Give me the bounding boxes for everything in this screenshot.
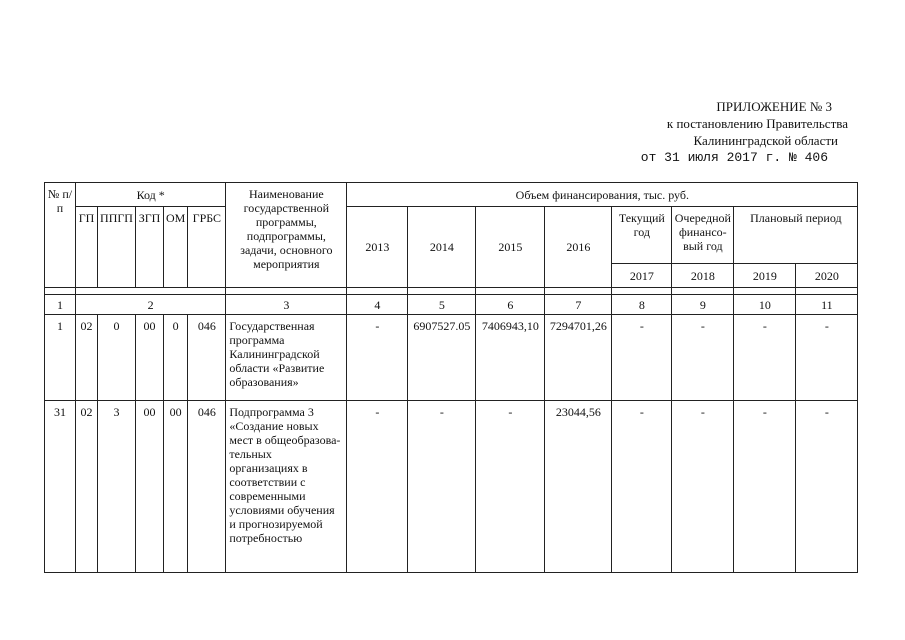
index-cell: 10 bbox=[734, 295, 796, 315]
index-cell: 4 bbox=[347, 295, 408, 315]
index-cell: 2 bbox=[76, 295, 226, 315]
header-code-zgp: ЗГП bbox=[136, 207, 164, 288]
row-value-2016: 23044,56 bbox=[545, 401, 612, 573]
index-cell: 3 bbox=[226, 295, 347, 315]
header-year-2019: 2019 bbox=[734, 264, 796, 288]
header-planned-period: Плановый период bbox=[734, 207, 858, 264]
row-code-om: 0 bbox=[164, 315, 188, 401]
index-cell: 8 bbox=[612, 295, 672, 315]
row-value-2018: - bbox=[672, 315, 734, 401]
header-finance: Объем финансирования, тыс. руб. bbox=[347, 183, 858, 207]
appendix-region-line: Калининградской области bbox=[693, 133, 838, 148]
appendix-title: ПРИЛОЖЕНИЕ № 3 bbox=[716, 99, 832, 114]
header-year-2018: 2018 bbox=[672, 264, 734, 288]
row-num: 1 bbox=[45, 315, 76, 401]
header-next-year: Очередной финансо-вый год bbox=[672, 207, 734, 264]
row-code-gp: 02 bbox=[76, 401, 98, 573]
index-cell: 5 bbox=[408, 295, 476, 315]
row-code-ppgp: 3 bbox=[98, 401, 136, 573]
header-year-2016: 2016 bbox=[545, 207, 612, 288]
table-row bbox=[45, 401, 858, 573]
row-value-2013: - bbox=[347, 401, 408, 573]
row-value-2013: - bbox=[347, 315, 408, 401]
row-value-2019: - bbox=[734, 315, 796, 401]
index-cell: 7 bbox=[545, 295, 612, 315]
row-value-2014: 6907527.05 bbox=[408, 315, 476, 401]
header-code-gp: ГП bbox=[76, 207, 98, 288]
table-row bbox=[45, 315, 858, 401]
header-year-2020: 2020 bbox=[796, 264, 858, 288]
header-code-ppgp: ППГП bbox=[98, 207, 136, 288]
index-cell: 11 bbox=[796, 295, 858, 315]
row-code-zgp: 00 bbox=[136, 401, 164, 573]
row-value-2019: - bbox=[734, 401, 796, 573]
row-name: Подпрограмма 3 «Создание новых мест в общеобразова-тельных организациях в соответствии с современными условиями обучения и прогнозируемой потребностью bbox=[226, 401, 347, 573]
index-cell: 6 bbox=[476, 295, 545, 315]
header-code-grbs: ГРБС bbox=[188, 207, 226, 288]
header-current-year: Текущий год bbox=[612, 207, 672, 264]
appendix-resolution-line: к постановлению Правительства bbox=[666, 116, 848, 131]
row-code-ppgp: 0 bbox=[98, 315, 136, 401]
row-value-2017: - bbox=[612, 315, 672, 401]
index-cell: 1 bbox=[45, 295, 76, 315]
appendix-date-line: от 31 июля 2017 г. № 406 bbox=[640, 150, 828, 165]
row-value-2020: - bbox=[796, 315, 858, 401]
header-code-om: ОМ bbox=[164, 207, 188, 288]
header-name: Наименование государственной программы, подпрограммы, задачи, основного мероприятия bbox=[226, 183, 347, 288]
header-year-2013: 2013 bbox=[347, 207, 408, 288]
index-row bbox=[45, 295, 858, 315]
row-code-om: 00 bbox=[164, 401, 188, 573]
header-year-2017: 2017 bbox=[612, 264, 672, 288]
row-value-2020: - bbox=[796, 401, 858, 573]
header-num: № п/п bbox=[45, 183, 76, 288]
row-code-gp: 02 bbox=[76, 315, 98, 401]
appendix-header bbox=[560, 98, 850, 166]
row-code-grbs: 046 bbox=[188, 315, 226, 401]
row-value-2016: 7294701,26 bbox=[545, 315, 612, 401]
header-year-2014: 2014 bbox=[408, 207, 476, 288]
financing-table bbox=[44, 182, 858, 573]
row-code-grbs: 046 bbox=[188, 401, 226, 573]
row-value-2014: - bbox=[408, 401, 476, 573]
header-year-2015: 2015 bbox=[476, 207, 545, 288]
row-code-zgp: 00 bbox=[136, 315, 164, 401]
row-name: Государственная программа Калининградской области «Развитие образования» bbox=[226, 315, 347, 401]
row-value-2015: 7406943,10 bbox=[476, 315, 545, 401]
row-num: 31 bbox=[45, 401, 76, 573]
row-value-2015: - bbox=[476, 401, 545, 573]
row-value-2018: - bbox=[672, 401, 734, 573]
row-value-2017: - bbox=[612, 401, 672, 573]
index-cell: 9 bbox=[672, 295, 734, 315]
header-code: Код * bbox=[76, 183, 226, 207]
